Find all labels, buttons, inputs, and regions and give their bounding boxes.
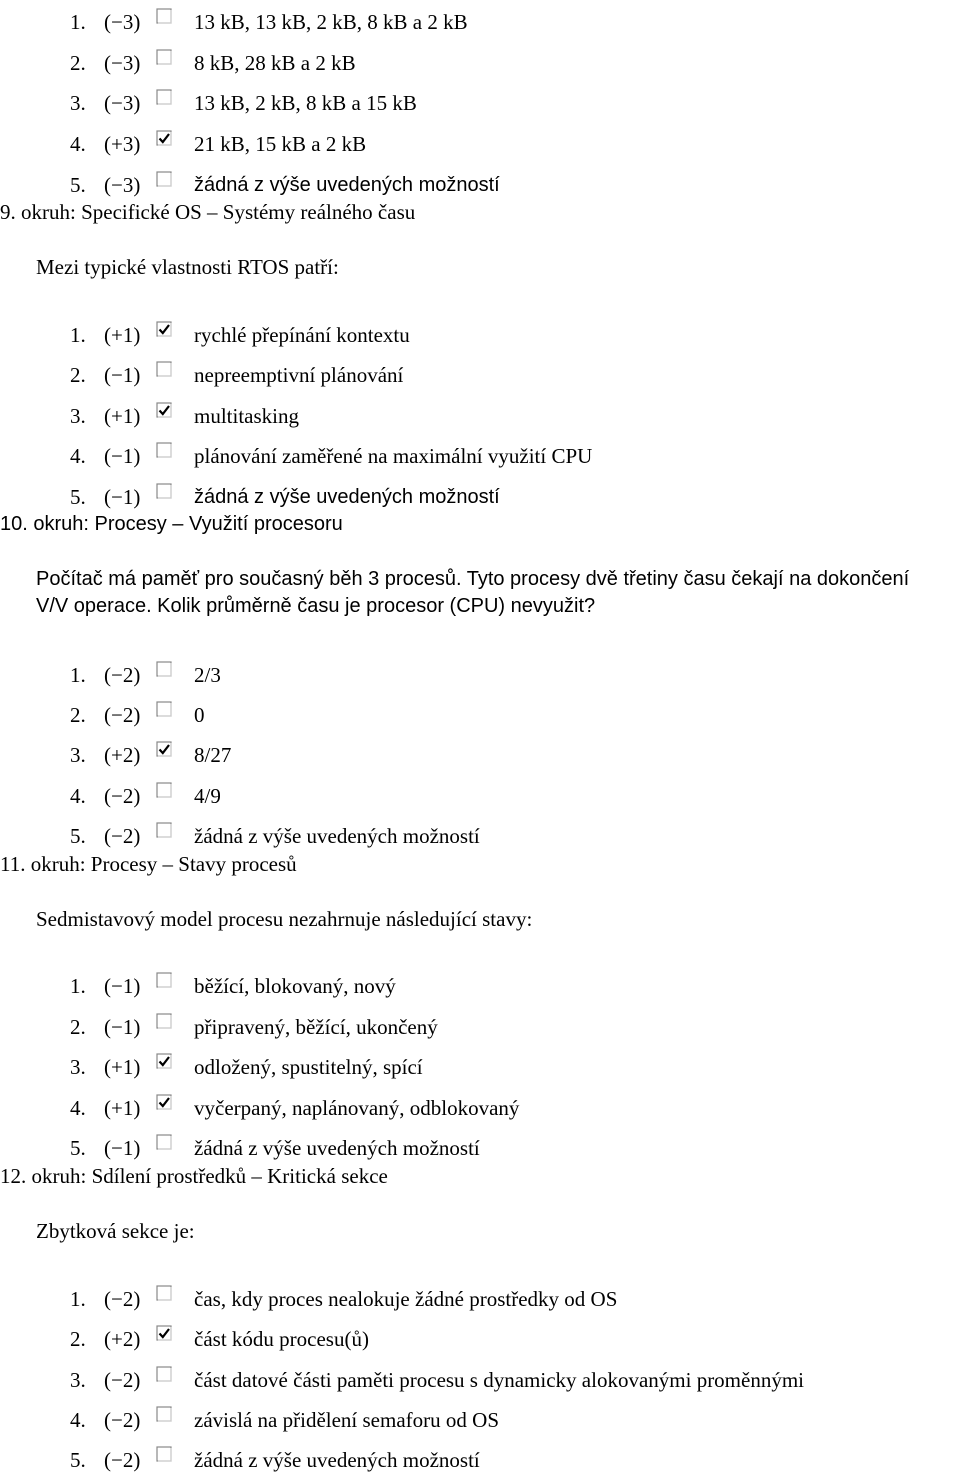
checkbox-empty-icon — [156, 8, 173, 25]
answer-text: 4/9 — [194, 784, 221, 808]
checkbox[interactable] — [156, 1049, 173, 1066]
checkbox-empty-icon — [156, 782, 173, 799]
checkbox[interactable] — [156, 657, 173, 674]
section-heading: 11. okruh: Procesy – Stavy procesů — [0, 852, 297, 876]
answer-text: závislá na přidělení semaforu od OS — [194, 1408, 499, 1432]
answer-text: odložený, spustitelný, spící — [194, 1055, 423, 1079]
checkbox[interactable] — [156, 398, 173, 415]
checkbox-empty-icon — [156, 442, 173, 459]
checkbox-empty-icon — [156, 89, 173, 106]
checkbox[interactable] — [156, 85, 173, 102]
question-text: Zbytková sekce je: — [36, 1219, 195, 1243]
question-text: Mezi typické vlastnosti RTOS patří: — [36, 255, 339, 279]
checkbox[interactable] — [156, 317, 173, 334]
checkbox-checked-icon — [156, 321, 173, 338]
answer-text: čas, kdy proces nealokuje žádné prostředky od OS — [194, 1287, 618, 1311]
checkbox[interactable] — [156, 737, 173, 754]
checkbox[interactable] — [156, 1130, 173, 1147]
answer-text: 8 kB, 28 kB a 2 kB — [194, 51, 356, 75]
answer-text: rychlé přepínání kontextu — [194, 323, 410, 347]
answer-text: 21 kB, 15 kB a 2 kB — [194, 132, 367, 156]
section-heading: 9. okruh: Specifické OS – Systémy reálného času — [0, 200, 416, 224]
question-text: V/V operace. Kolik průměrně času je procesor (CPU) nevyužit? — [36, 595, 596, 617]
section-heading: 12. okruh: Sdílení prostředků – Kritická sekce — [0, 1164, 388, 1188]
answer-text: žádná z výše uvedených možností — [194, 1136, 480, 1160]
checkbox[interactable] — [156, 167, 173, 184]
answer-text: 13 kB, 2 kB, 8 kB a 15 kB — [194, 91, 417, 115]
checkbox[interactable] — [156, 1402, 173, 1419]
checkbox-checked-icon — [156, 1053, 173, 1070]
checkbox-empty-icon — [156, 1134, 173, 1151]
checkbox[interactable] — [156, 697, 173, 714]
checkbox-empty-icon — [156, 1446, 173, 1463]
checkbox-checked-icon — [156, 402, 173, 419]
checkbox[interactable] — [156, 438, 173, 455]
checkbox-empty-icon — [156, 49, 173, 66]
answer-text: žádná z výše uvedených možností — [194, 174, 500, 196]
checkbox-empty-icon — [156, 1013, 173, 1030]
checkbox[interactable] — [156, 1009, 173, 1026]
question-text: Sedmistavový model procesu nezahrnuje následující stavy: — [36, 907, 533, 931]
checkbox[interactable] — [156, 778, 173, 795]
checkbox[interactable] — [156, 4, 173, 21]
section-heading: 10. okruh: Procesy – Využití procesoru — [0, 513, 343, 535]
checkbox-empty-icon — [156, 701, 173, 718]
checkbox-empty-icon — [156, 1406, 173, 1423]
question-text: Počítač má paměť pro současný běh 3 procesů. Tyto procesy dvě třetiny času čekají na dokončení — [36, 568, 910, 590]
checkbox-checked-icon — [156, 1094, 173, 1111]
checkbox-empty-icon — [156, 972, 173, 989]
answer-text: multitasking — [194, 404, 299, 428]
checkbox-checked-icon — [156, 1325, 173, 1342]
checkbox-empty-icon — [156, 483, 173, 500]
answer-text: 13 kB, 13 kB, 2 kB, 8 kB a 2 kB — [194, 10, 468, 34]
answer-text: nepreemptivní plánování — [194, 363, 404, 387]
checkbox[interactable] — [156, 357, 173, 374]
checkbox-checked-icon — [156, 741, 173, 758]
checkbox[interactable] — [156, 45, 173, 62]
checkbox-empty-icon — [156, 361, 173, 378]
checkbox[interactable] — [156, 1442, 173, 1459]
checkbox-empty-icon — [156, 822, 173, 839]
checkbox[interactable] — [156, 1321, 173, 1338]
answer-text: běžící, blokovaný, nový — [194, 974, 396, 998]
checkbox[interactable] — [156, 1362, 173, 1379]
answer-text: 2/3 — [194, 663, 221, 687]
checkbox-empty-icon — [156, 1285, 173, 1302]
checkbox[interactable] — [156, 818, 173, 835]
checkbox[interactable] — [156, 1090, 173, 1107]
checkbox[interactable] — [156, 968, 173, 985]
checkbox[interactable] — [156, 126, 173, 143]
checkbox-empty-icon — [156, 171, 173, 188]
checkbox[interactable] — [156, 1281, 173, 1298]
answer-text: část datové části paměti procesu s dynamicky alokovanými proměnnými — [194, 1368, 805, 1392]
answer-text: plánování zaměřené na maximální využití CPU — [194, 444, 593, 468]
answer-text: žádná z výše uvedených možností — [194, 486, 500, 508]
checkbox-empty-icon — [156, 1366, 173, 1383]
answer-text: část kódu procesu(ů) — [194, 1327, 369, 1351]
checkbox-checked-icon — [156, 130, 173, 147]
answer-text: připravený, běžící, ukončený — [194, 1015, 438, 1039]
checkbox[interactable] — [156, 479, 173, 496]
answer-text: žádná z výše uvedených možností — [194, 824, 480, 848]
answer-text: 8/27 — [194, 743, 232, 767]
answer-text: žádná z výše uvedených možností — [194, 1448, 480, 1472]
answer-text: vyčerpaný, naplánovaný, odblokovaný — [194, 1096, 520, 1120]
answer-text: 0 — [194, 703, 205, 727]
checkbox-empty-icon — [156, 661, 173, 678]
